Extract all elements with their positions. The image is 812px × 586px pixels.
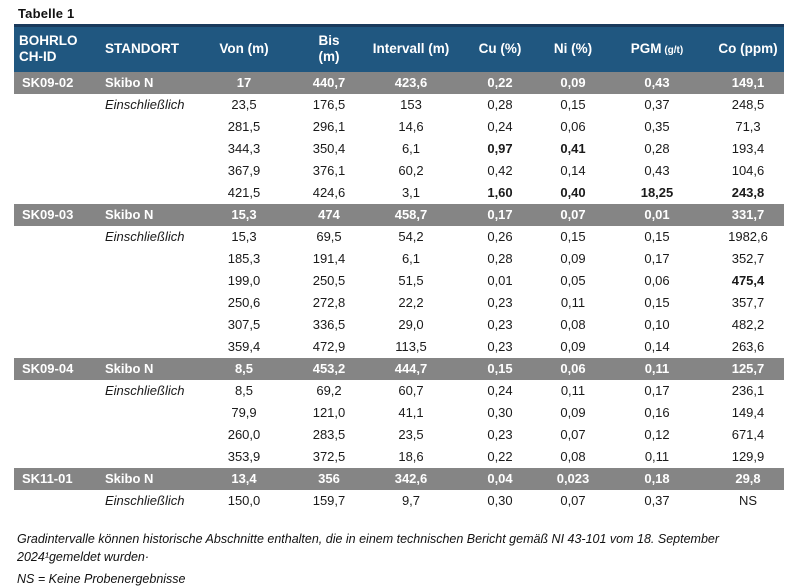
cell-cu: 0,97: [487, 141, 513, 156]
detail-row: [14, 160, 784, 182]
detail-row: [14, 314, 784, 336]
cell-von: 13,4: [196, 468, 292, 490]
cell-co: 357,7: [731, 295, 765, 310]
cell-co: NS: [738, 493, 758, 508]
cell-cu: 0,01: [487, 273, 513, 288]
cell-bohrloch-id: [14, 292, 100, 314]
cell-ni: 0,40: [560, 185, 586, 200]
cell-bis: 372,5: [312, 449, 346, 464]
header-cell-pgm: PGM (g/t): [602, 26, 712, 72]
cell-pgm: 0,12: [644, 427, 670, 442]
cell-bohrloch-id: [14, 336, 100, 358]
cell-bis: 453,2: [292, 358, 366, 380]
cell-von: 15,3: [196, 204, 292, 226]
cell-bis: 159,7: [312, 493, 346, 508]
detail-row: [14, 292, 784, 314]
cell-pgm: 0,11: [644, 449, 670, 464]
cell-standort: Einschließlich: [105, 383, 185, 398]
header-cell-standort: STANDORT: [100, 26, 196, 72]
cell-bis: 176,5: [312, 97, 346, 112]
header-cell-bis: Bis (m): [292, 26, 366, 72]
cell-bohrloch-id: [14, 270, 100, 292]
detail-row: [14, 182, 784, 204]
cell-intervall: 153: [400, 97, 422, 112]
cell-standort: [100, 292, 196, 314]
cell-bis: 356: [292, 468, 366, 490]
cell-bohrloch-id: SK09-03: [14, 204, 100, 226]
cell-bis: 191,4: [312, 251, 346, 266]
summary-row-sk11-01: [14, 468, 784, 490]
header-cell-bohrloch-id: BOHRLO CH-ID: [14, 26, 100, 72]
cell-bis: 69,5: [316, 229, 342, 244]
table-header-row: [14, 26, 784, 72]
cell-cu: 0,30: [487, 493, 513, 508]
cell-bohrloch-id: [14, 446, 100, 468]
cell-von: 353,9: [227, 449, 261, 464]
table-header: [14, 26, 784, 72]
cell-intervall: 14,6: [398, 119, 424, 134]
detail-row: [14, 116, 784, 138]
cell-bohrloch-id: [14, 248, 100, 270]
cell-cu: 0,22: [456, 72, 544, 94]
detail-row: [14, 248, 784, 270]
cell-pgm: 0,14: [644, 339, 670, 354]
footnote-line-1: Gradintervalle können historische Abschnitte enthalten, die in einem technischen Bericht gemäß NI 43-101 vom 18. September: [17, 531, 720, 546]
footnote-line-2: 2024¹gemeldet wurden·: [17, 550, 150, 565]
cell-ni: 0,07: [544, 204, 602, 226]
cell-co: 248,5: [731, 97, 765, 112]
cell-pgm: 0,37: [644, 493, 670, 508]
cell-bis: 474: [292, 204, 366, 226]
cell-cu: 0,28: [487, 97, 513, 112]
cell-intervall: 18,6: [398, 449, 424, 464]
cell-standort: Einschließlich: [105, 229, 185, 244]
detail-row: [14, 138, 784, 160]
cell-co: 129,9: [731, 449, 765, 464]
detail-row: [14, 402, 784, 424]
cell-co: 71,3: [735, 119, 761, 134]
cell-intervall: 54,2: [398, 229, 424, 244]
cell-intervall: 113,5: [395, 339, 427, 354]
cell-intervall: 6,1: [401, 251, 421, 266]
cell-von: 150,0: [227, 493, 261, 508]
cell-bis: 336,5: [312, 317, 346, 332]
cell-ni: 0,41: [560, 141, 586, 156]
detail-row: [14, 94, 784, 116]
cell-von: 281,5: [227, 119, 261, 134]
cell-cu: 0,15: [456, 358, 544, 380]
cell-standort: [100, 270, 196, 292]
cell-cu: 0,30: [487, 405, 513, 420]
detail-row: [14, 446, 784, 468]
table-title: Tabelle 1: [18, 6, 75, 21]
cell-standort: [100, 248, 196, 270]
cell-von: 79,9: [231, 405, 257, 420]
cell-co: 671,4: [731, 427, 765, 442]
cell-bohrloch-id: [14, 226, 100, 248]
cell-standort: Einschließlich: [105, 97, 185, 112]
cell-pgm: 0,17: [644, 383, 670, 398]
footnote-ns-legend: NS = Keine Probenergebnisse: [17, 572, 186, 586]
cell-pgm: 0,28: [644, 141, 670, 156]
cell-ni: 0,08: [560, 449, 586, 464]
drill-results-table: [14, 24, 784, 512]
cell-von: 23,5: [231, 97, 257, 112]
footnote-gradintervalle: [17, 530, 798, 568]
cell-bohrloch-id: [14, 160, 100, 182]
cell-ni: 0,11: [560, 295, 586, 310]
cell-pgm: 0,18: [602, 468, 712, 490]
cell-intervall: 6,1: [401, 141, 421, 156]
table-body: [14, 72, 784, 512]
cell-standort: [100, 160, 196, 182]
cell-bohrloch-id: [14, 380, 100, 402]
cell-intervall: 60,2: [398, 163, 424, 178]
cell-intervall: 23,5: [398, 427, 424, 442]
cell-co: 193,4: [731, 141, 765, 156]
cell-pgm: 0,17: [644, 251, 670, 266]
cell-co: 352,7: [731, 251, 765, 266]
cell-bis: 376,1: [312, 163, 346, 178]
cell-ni: 0,14: [560, 163, 586, 178]
cell-ni: 0,06: [560, 119, 586, 134]
cell-standort: Skibo N: [100, 358, 196, 380]
cell-co: 149,1: [712, 72, 784, 94]
cell-von: 8,5: [234, 383, 254, 398]
cell-bis: 272,8: [312, 295, 346, 310]
cell-von: 421,5: [227, 185, 261, 200]
cell-cu: 0,24: [487, 383, 513, 398]
cell-ni: 0,15: [560, 229, 586, 244]
cell-intervall: 423,6: [366, 72, 456, 94]
cell-von: 359,4: [227, 339, 261, 354]
cell-bohrloch-id: [14, 424, 100, 446]
cell-von: 307,5: [227, 317, 261, 332]
cell-standort: [100, 402, 196, 424]
cell-co: 29,8: [712, 468, 784, 490]
cell-bohrloch-id: SK09-04: [14, 358, 100, 380]
cell-standort: [100, 424, 196, 446]
cell-ni: 0,07: [560, 493, 586, 508]
cell-cu: 1,60: [487, 185, 513, 200]
cell-standort: [100, 116, 196, 138]
cell-intervall: 9,7: [401, 493, 421, 508]
cell-standort: Skibo N: [100, 204, 196, 226]
cell-ni: 0,06: [544, 358, 602, 380]
detail-row: [14, 270, 784, 292]
cell-intervall: 458,7: [366, 204, 456, 226]
cell-co: 331,7: [712, 204, 784, 226]
header-cell-von: Von (m): [196, 26, 292, 72]
cell-standort: Skibo N: [100, 468, 196, 490]
cell-standort: [100, 336, 196, 358]
cell-cu: 0,23: [487, 427, 513, 442]
cell-von: 8,5: [196, 358, 292, 380]
summary-row-sk09-03: [14, 204, 784, 226]
cell-standort: Skibo N: [100, 72, 196, 94]
header-cell-cu: Cu (%): [456, 26, 544, 72]
header-cell-co: Co (ppm): [712, 26, 784, 72]
cell-bohrloch-id: [14, 94, 100, 116]
cell-von: 199,0: [227, 273, 261, 288]
cell-bis: 121,0: [312, 405, 346, 420]
header-cell-intervall: Intervall (m): [366, 26, 456, 72]
cell-pgm: 0,16: [644, 405, 670, 420]
detail-row: [14, 490, 784, 512]
summary-row-sk09-02: [14, 72, 784, 94]
cell-intervall: 41,1: [398, 405, 424, 420]
cell-pgm: 0,15: [644, 295, 670, 310]
cell-ni: 0,11: [560, 383, 586, 398]
cell-cu: 0,42: [487, 163, 513, 178]
detail-row: [14, 226, 784, 248]
cell-cu: 0,28: [487, 251, 513, 266]
detail-row: [14, 424, 784, 446]
cell-standort: [100, 182, 196, 204]
cell-bohrloch-id: [14, 182, 100, 204]
cell-von: 260,0: [227, 427, 261, 442]
cell-von: 185,3: [227, 251, 261, 266]
cell-cu: 0,23: [487, 295, 513, 310]
cell-intervall: 444,7: [366, 358, 456, 380]
cell-co: 149,4: [731, 405, 765, 420]
cell-bis: 440,7: [292, 72, 366, 94]
cell-bis: 69,2: [316, 383, 342, 398]
cell-bohrloch-id: SK09-02: [14, 72, 100, 94]
footnotes: [17, 530, 798, 586]
cell-cu: 0,24: [487, 119, 513, 134]
cell-ni: 0,05: [560, 273, 586, 288]
cell-intervall: 342,6: [366, 468, 456, 490]
cell-pgm: 0,43: [644, 163, 670, 178]
cell-bis: 296,1: [312, 119, 346, 134]
cell-co: 104,6: [731, 163, 765, 178]
cell-bohrloch-id: [14, 116, 100, 138]
cell-co: 125,7: [712, 358, 784, 380]
cell-pgm: 0,01: [602, 204, 712, 226]
cell-pgm: 0,06: [644, 273, 670, 288]
cell-pgm: 0,10: [644, 317, 670, 332]
cell-intervall: 3,1: [401, 185, 421, 200]
cell-von: 15,3: [231, 229, 257, 244]
detail-row: [14, 380, 784, 402]
cell-bohrloch-id: [14, 490, 100, 512]
cell-ni: 0,08: [560, 317, 586, 332]
cell-von: 367,9: [227, 163, 261, 178]
cell-pgm: 0,43: [602, 72, 712, 94]
cell-ni: 0,023: [544, 468, 602, 490]
cell-bis: 424,6: [312, 185, 346, 200]
cell-bohrloch-id: [14, 402, 100, 424]
cell-pgm: 0,11: [602, 358, 712, 380]
cell-cu: 0,04: [456, 468, 544, 490]
cell-pgm: 0,37: [644, 97, 670, 112]
cell-co: 482,2: [731, 317, 765, 332]
cell-co: 1982,6: [728, 229, 768, 244]
cell-cu: 0,23: [487, 339, 513, 354]
cell-co: 236,1: [731, 383, 765, 398]
cell-bohrloch-id: [14, 314, 100, 336]
cell-ni: 0,09: [560, 251, 586, 266]
header-unit-pgm: (g/t): [661, 45, 684, 57]
cell-pgm: 18,25: [640, 185, 674, 200]
cell-standort: [100, 446, 196, 468]
cell-bis: 472,9: [312, 339, 346, 354]
cell-ni: 0,09: [544, 72, 602, 94]
cell-co: 243,8: [731, 185, 765, 200]
cell-standort: Einschließlich: [105, 493, 185, 508]
cell-co: 475,4: [731, 273, 765, 288]
cell-pgm: 0,15: [644, 229, 670, 244]
cell-bis: 350,4: [312, 141, 346, 156]
cell-cu: 0,26: [487, 229, 513, 244]
cell-ni: 0,15: [560, 97, 586, 112]
cell-cu: 0,23: [487, 317, 513, 332]
cell-intervall: 60,7: [398, 383, 424, 398]
summary-row-sk09-04: [14, 358, 784, 380]
cell-standort: [100, 138, 196, 160]
cell-bis: 250,5: [312, 273, 346, 288]
detail-row: [14, 336, 784, 358]
cell-standort: [100, 314, 196, 336]
cell-intervall: 29,0: [398, 317, 424, 332]
cell-von: 344,3: [227, 141, 261, 156]
cell-co: 263,6: [731, 339, 765, 354]
cell-ni: 0,09: [560, 405, 586, 420]
cell-bohrloch-id: [14, 138, 100, 160]
cell-ni: 0,07: [560, 427, 586, 442]
cell-cu: 0,17: [456, 204, 544, 226]
cell-bis: 283,5: [312, 427, 346, 442]
cell-von: 250,6: [227, 295, 261, 310]
cell-von: 17: [196, 72, 292, 94]
cell-intervall: 51,5: [398, 273, 424, 288]
cell-cu: 0,22: [487, 449, 513, 464]
cell-intervall: 22,2: [398, 295, 424, 310]
cell-bohrloch-id: SK11-01: [14, 468, 100, 490]
cell-ni: 0,09: [560, 339, 586, 354]
cell-pgm: 0,35: [644, 119, 670, 134]
header-cell-ni: Ni (%): [544, 26, 602, 72]
